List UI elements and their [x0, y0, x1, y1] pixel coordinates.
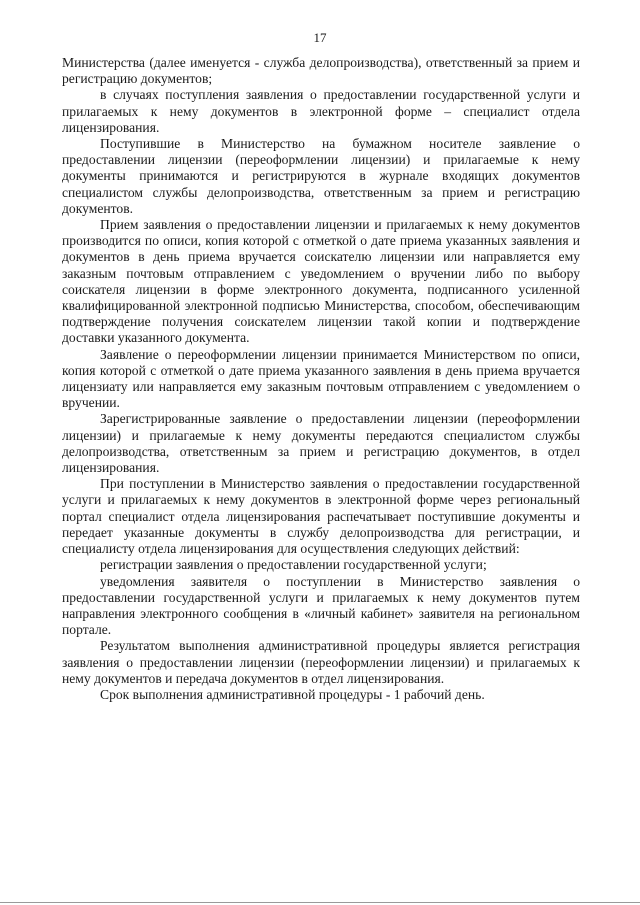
paragraph: Прием заявления о предоставлении лицензии и прилагаемых к нему документов производится по описи, копия которой с отметкой о дате приема указанных заявления и документов в день приема вручается соискателю лицензии или направляется ему заказным почтовым отправлением с уведомлением о вручении либо по выбору соискателя лицензии в форме электронного документа, подписанного усиленной квалифицированной электронной подписью Министерства, способом, обеспечивающим подтверждение получения соискателем лицензии такой копии и подтверждение доставки указанного документа.: [62, 217, 580, 346]
paragraph: уведомления заявителя о поступлении в Министерство заявления о предоставлении государственной услуги и прилагаемых к нему документов путем направления электронного сообщения в «личный кабинет» заявителя на региональном портале.: [62, 573, 580, 638]
scan-edge-line: [0, 902, 640, 903]
document-body: [62, 55, 580, 703]
paragraph: в случаях поступления заявления о предоставлении государственной услуги и прилагаемых к нему документов в электронной форме – специалист отдела лицензирования.: [62, 87, 580, 135]
paragraph: Заявление о переоформлении лицензии принимается Министерством по описи, копия которой с отметкой о дате приема указанного заявления в день приема вручается лицензиату или направляется ему заказным почтовым отправлением с уведомлением о вручении.: [62, 346, 580, 411]
paragraph: При поступлении в Министерство заявления о предоставлении государственной услуги и прилагаемых к нему документов в электронной форме через региональный портал специалист отдела лицензирования распечатывает поступившие документы и передает указанные документы в службу делопроизводства для регистрации, и специалисту отдела лицензирования для осуществления следующих действий:: [62, 476, 580, 557]
paragraph: Министерства (далее именуется - служба делопроизводства), ответственный за прием и регистрацию документов;: [62, 55, 580, 87]
paragraph: Срок выполнения административной процедуры - 1 рабочий день.: [100, 686, 485, 702]
paragraph: Результатом выполнения административной процедуры является регистрация заявления о предоставлении лицензии (переоформлении лицензии) и прилагаемых к нему документов и передача документов в отдел лицензирования.: [62, 638, 580, 686]
page-number: 17: [313, 30, 327, 45]
paragraph: Зарегистрированные заявление о предоставлении лицензии (переоформлении лицензии) и прилагаемые к нему документы передаются специалистом службы делопроизводства, ответственным за прием и регистрацию документов, в отдел лицензирования.: [62, 411, 580, 476]
paragraph: регистрации заявления о предоставлении государственной услуги;: [100, 557, 487, 573]
paragraph: Поступившие в Министерство на бумажном носителе заявление о предоставлении лицензии (переоформлении лицензии) и прилагаемые к нему документы принимаются и регистрируются в журнале входящих документов специалистом службы делопроизводства, ответственным за прием и регистрацию документов.: [62, 136, 580, 216]
